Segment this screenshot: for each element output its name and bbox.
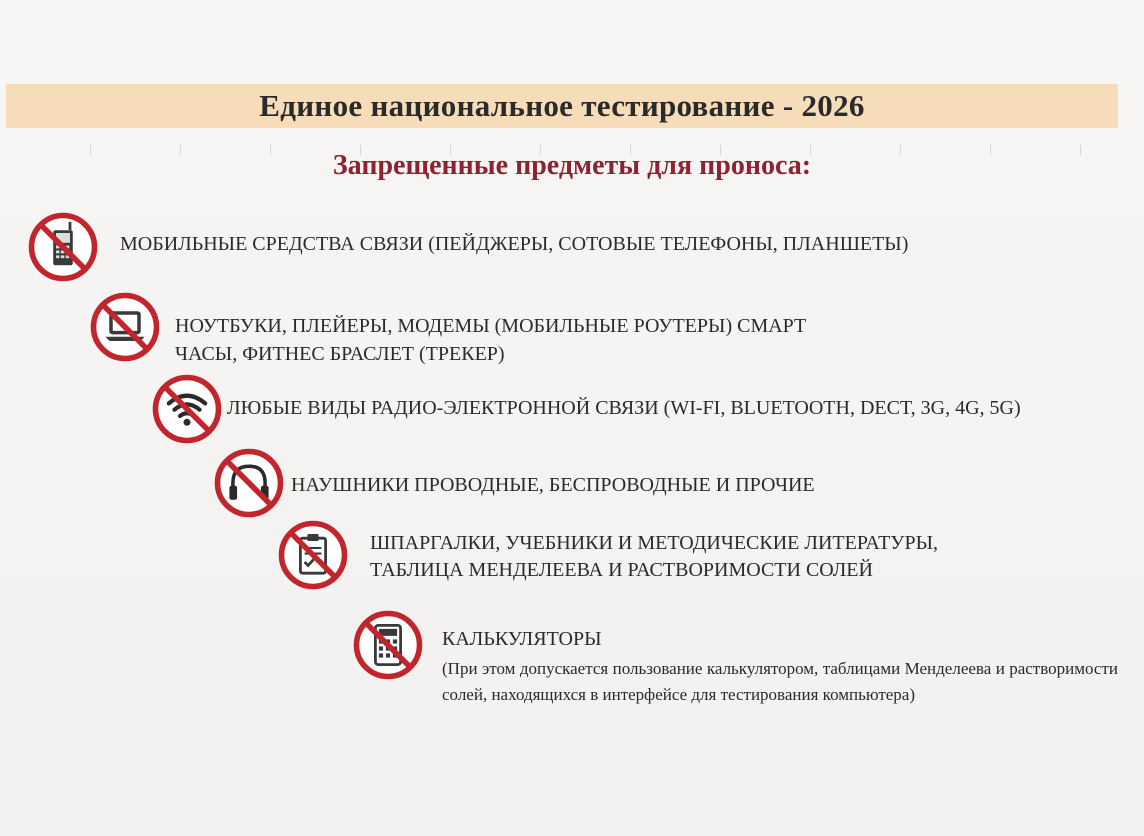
item-laptop-label-line2: ЧАСЫ, ФИТНЕС БРАСЛЕТ (ТРЕКЕР) xyxy=(175,343,505,365)
headphones-icon xyxy=(214,448,284,518)
page-subtitle: Запрещенные предметы для проноса: xyxy=(332,150,812,181)
mobile-phone-icon xyxy=(28,212,98,282)
item-calculator-label: КАЛЬКУЛЯТОРЫ xyxy=(442,628,602,650)
page-title: Единое национальное тестирование - 2026 xyxy=(259,88,865,123)
title-banner xyxy=(6,84,1118,128)
item-cheatsheet-label-line2: ТАБЛИЦА МЕНДЕЛЕЕВА И РАСТВОРИМОСТИ СОЛЕЙ xyxy=(370,559,873,581)
item-cheatsheet-label-line1: ШПАРГАЛКИ, УЧЕБНИКИ И МЕТОДИЧЕСКИЕ ЛИТЕРАТУРЫ, xyxy=(370,532,939,554)
laptop-icon xyxy=(90,292,160,362)
clipboard-icon xyxy=(278,520,348,590)
item-wifi-label: ЛЮБЫЕ ВИДЫ РАДИО-ЭЛЕКТРОННОЙ СВЯЗИ (WI-FI, BLUETOOTH, DECT, 3G, 4G, 5G) xyxy=(227,397,1021,419)
calculator-icon xyxy=(353,610,423,680)
item-laptop-label-line1: НОУТБУКИ, ПЛЕЙЕРЫ, МОДЕМЫ (МОБИЛЬНЫЕ РОУТЕРЫ) СМАРТ xyxy=(175,315,807,337)
item-mobile-label: МОБИЛЬНЫЕ СРЕДСТВА СВЯЗИ (ПЕЙДЖЕРЫ, СОТОВЫЕ ТЕЛЕФОНЫ, ПЛАНШЕТЫ) xyxy=(120,233,909,255)
item-headphones-label: НАУШНИКИ ПРОВОДНЫЕ, БЕСПРОВОДНЫЕ И ПРОЧИЕ xyxy=(291,474,815,496)
wifi-icon xyxy=(152,374,222,444)
calculator-note: (При этом допускается пользование калькулятором, таблицами Менделеева и растворимости солей, находящихся в интерфейсе для тестирования компьютера) xyxy=(442,659,1118,704)
